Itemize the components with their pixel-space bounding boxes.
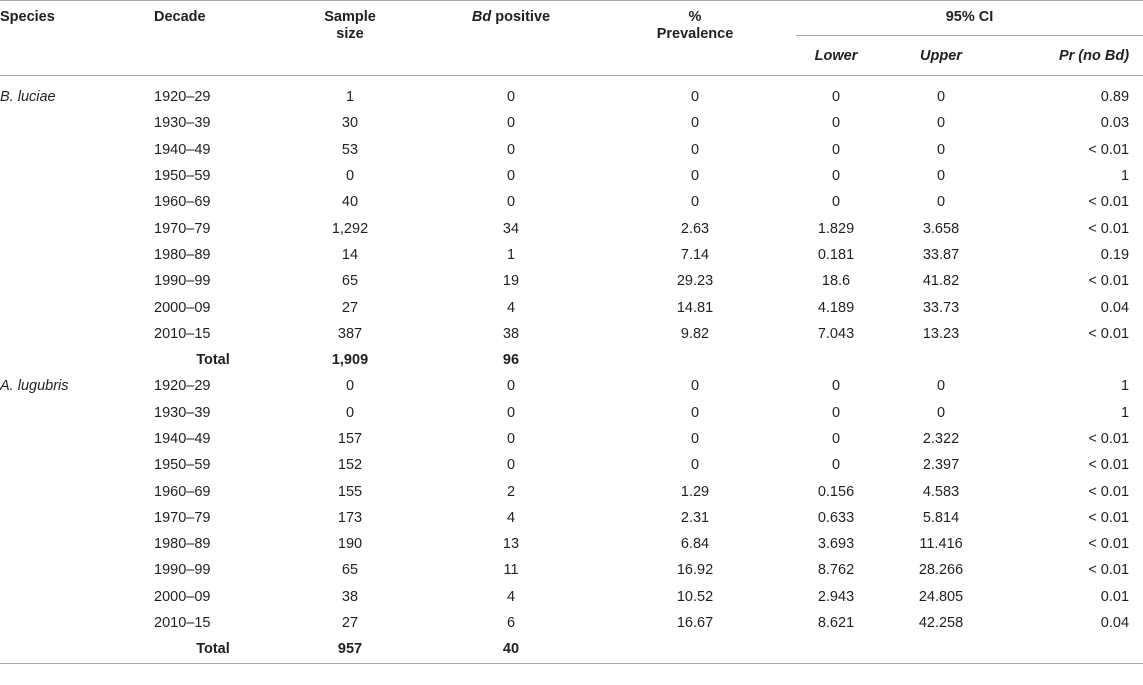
empty-cell (876, 636, 1006, 663)
pr-no-bd-cell: < 0.01 (1088, 194, 1130, 211)
species-cell-empty (0, 636, 154, 663)
header-bd-positive-bd: Bd (471, 9, 492, 25)
sample-size-cell: 38 (341, 588, 359, 605)
ci-upper-cell: 24.805 (918, 588, 964, 605)
table-row (0, 137, 1143, 163)
sample-size-cell: 1,292 (331, 220, 369, 237)
table-row (0, 242, 1143, 268)
ci-lower-cell: 8.762 (817, 562, 855, 579)
prevalence-cell: 2.31 (680, 509, 710, 526)
ci-lower-cell: 4.189 (817, 299, 855, 316)
bd-positive-cell: 0 (506, 168, 516, 185)
ci-upper-cell: 0 (936, 89, 946, 106)
ci-upper-cell: 4.583 (922, 483, 960, 500)
ci-lower-cell: 7.043 (817, 325, 855, 342)
table-row (0, 268, 1143, 294)
prevalence-cell: 9.82 (680, 325, 710, 342)
header-prevalence-line1: % (688, 9, 702, 25)
table-row (0, 610, 1143, 636)
total-bd-positive: 96 (502, 352, 520, 369)
bd-positive-cell: 4 (506, 509, 516, 526)
species-cell-empty (0, 610, 154, 636)
ci-upper-cell: 3.658 (922, 220, 960, 237)
species-cell-empty (0, 242, 154, 268)
table-row (0, 110, 1143, 136)
ci-lower-cell: 0 (831, 404, 841, 421)
sample-size-cell: 1 (345, 89, 355, 106)
species-cell-empty (0, 531, 154, 557)
pr-no-bd-cell: 0.19 (1100, 246, 1130, 263)
ci-lower-cell: 0.156 (817, 483, 855, 500)
pr-no-bd-cell: < 0.01 (1088, 536, 1130, 553)
ci-upper-cell: 0 (936, 115, 946, 132)
table-row (0, 400, 1143, 426)
table-row (0, 294, 1143, 320)
bd-positive-cell: 13 (502, 536, 520, 553)
prevalence-cell: 29.23 (676, 273, 714, 290)
prevalence-cell: 16.92 (676, 562, 714, 579)
total-row (0, 347, 1143, 373)
sample-size-cell: 387 (337, 325, 363, 342)
decade-cell: 1990–99 (154, 562, 211, 579)
prevalence-cell: 10.52 (676, 588, 714, 605)
ci-upper-cell: 0 (936, 404, 946, 421)
decade-cell: 1980–89 (154, 536, 211, 553)
prevalence-cell: 0 (690, 141, 700, 158)
prevalence-cell: 0 (690, 89, 700, 106)
table-row (0, 215, 1143, 241)
decade-cell: 1960–69 (154, 194, 211, 211)
table-row (0, 189, 1143, 215)
species-cell-empty (0, 478, 154, 504)
pr-no-bd-cell: < 0.01 (1088, 431, 1130, 447)
total-bd-positive: 40 (428, 636, 594, 663)
prevalence-cell: 0 (690, 457, 700, 474)
table-row (0, 557, 1143, 583)
pr-no-bd-cell: < 0.01 (1088, 457, 1130, 474)
species-cell-empty (0, 426, 154, 452)
ci-upper-cell: 13.23 (922, 325, 960, 342)
sample-size-cell: 157 (337, 431, 363, 447)
ci-lower-cell: 0 (831, 168, 841, 185)
species-cell-empty (0, 584, 154, 610)
bd-positive-cell: 38 (502, 325, 520, 342)
prevalence-cell: 0 (690, 115, 700, 132)
ci-lower-cell: 2.943 (817, 588, 855, 605)
pr-no-bd-cell: 0.89 (1100, 89, 1130, 106)
ci-upper-cell: 2.397 (922, 457, 960, 474)
bd-positive-cell: 6 (506, 615, 516, 632)
pr-no-bd-cell: 0.04 (1100, 615, 1130, 632)
ci-upper-cell: 33.87 (922, 246, 960, 263)
decade-cell: 1920–29 (154, 378, 211, 395)
decade-cell: 1950–59 (154, 457, 211, 474)
sample-size-cell: 155 (337, 483, 363, 500)
ci-lower-cell: 0 (831, 89, 841, 106)
header-lower: Lower (814, 48, 858, 64)
pr-no-bd-cell: 0.04 (1100, 299, 1130, 316)
species-cell-empty (0, 189, 154, 215)
pr-no-bd-cell: < 0.01 (1088, 273, 1130, 290)
header-pr-no-bd: Pr (no Bd) (1058, 48, 1130, 64)
species-cell: A. lugubris (0, 378, 69, 395)
sample-size-cell: 173 (337, 509, 363, 526)
decade-cell: 1960–69 (154, 483, 211, 500)
table-row (0, 505, 1143, 531)
ci-lower-cell: 0 (831, 457, 841, 474)
ci-upper-cell: 2.322 (922, 431, 960, 447)
ci-lower-cell: 0 (831, 378, 841, 395)
decade-cell: 1950–59 (154, 168, 211, 185)
decade-cell: 1930–39 (154, 115, 211, 132)
sample-size-cell: 40 (341, 194, 359, 211)
pr-no-bd-cell: < 0.01 (1088, 141, 1130, 158)
sample-size-cell: 65 (341, 562, 359, 579)
decade-cell: 1980–89 (154, 246, 211, 263)
decade-cell: 2000–09 (154, 588, 211, 605)
ci-upper-cell: 28.266 (918, 562, 964, 579)
ci-lower-cell: 0 (831, 431, 841, 447)
species-cell-empty (0, 505, 154, 531)
table-row (0, 373, 1143, 399)
species-cell-empty (0, 215, 154, 241)
ci-lower-cell: 0.633 (817, 509, 855, 526)
species-cell-empty (0, 321, 154, 347)
prevalence-cell: 0 (690, 378, 700, 395)
pr-no-bd-cell: 1 (1120, 404, 1130, 421)
pr-no-bd-cell: < 0.01 (1088, 562, 1130, 579)
sample-size-cell: 27 (341, 615, 359, 632)
decade-cell: 1940–49 (154, 141, 211, 158)
bd-positive-cell: 2 (506, 483, 516, 500)
ci-upper-cell: 11.416 (919, 536, 963, 553)
sample-size-cell: 152 (337, 457, 363, 474)
pr-no-bd-cell: 1 (1120, 168, 1130, 185)
species-cell-empty (0, 268, 154, 294)
table-row (0, 584, 1143, 610)
total-label: Total (196, 352, 230, 369)
empty-cell (876, 347, 1006, 373)
pr-no-bd-cell: < 0.01 (1088, 220, 1130, 237)
bd-positive-cell: 19 (502, 273, 520, 290)
table-body (0, 76, 1143, 664)
prevalence-cell: 16.67 (676, 615, 714, 632)
ci-lower-cell: 3.693 (817, 536, 855, 553)
species-cell: B. luciae (0, 89, 56, 106)
total-sample-size: 957 (272, 636, 428, 663)
bd-positive-cell: 11 (503, 562, 519, 579)
decade-cell: 1970–79 (154, 220, 211, 237)
header-prevalence (594, 1, 796, 76)
sample-size-cell: 65 (341, 273, 359, 290)
prevalence-cell: 0 (690, 431, 700, 447)
pr-no-bd-cell: < 0.01 (1088, 325, 1130, 342)
sample-size-cell: 30 (341, 115, 359, 132)
decade-cell: 1940–49 (154, 431, 211, 447)
prevalence-cell: 0 (690, 168, 700, 185)
ci-upper-cell: 33.73 (922, 299, 960, 316)
pr-no-bd-cell: < 0.01 (1088, 483, 1130, 500)
ci-upper-cell: 0 (936, 378, 946, 395)
empty-cell (1006, 347, 1143, 373)
species-cell-empty (0, 110, 154, 136)
header-sample-size-line2: size (336, 26, 364, 42)
total-row (0, 636, 1143, 663)
ci-lower-cell: 8.621 (817, 615, 855, 632)
bd-positive-cell: 1 (506, 246, 516, 263)
bd-positive-cell: 4 (506, 588, 516, 605)
sample-size-cell: 14 (341, 246, 359, 263)
prevalence-cell: 2.63 (680, 220, 710, 237)
prevalence-cell: 14.81 (676, 299, 714, 316)
table-row (0, 531, 1143, 557)
ci-lower-cell: 0 (831, 194, 841, 211)
empty-cell (796, 636, 876, 663)
prevalence-cell: 6.84 (680, 536, 710, 553)
prevalence-cell: 1.29 (680, 483, 710, 500)
species-cell-empty (0, 347, 154, 373)
species-cell-empty (0, 163, 154, 189)
bd-positive-cell: 4 (506, 299, 516, 316)
ci-upper-cell: 42.258 (918, 615, 964, 632)
decade-cell: 2010–15 (154, 615, 211, 632)
table-row (0, 426, 1143, 452)
header-sample-size-line1: Sample (324, 9, 376, 25)
decade-cell: 1930–39 (154, 404, 211, 421)
table-row (0, 163, 1143, 189)
species-cell-empty (0, 557, 154, 583)
sample-size-cell: 53 (341, 141, 359, 158)
prevalence-cell: 0 (690, 404, 700, 421)
header-decade: Decade (154, 9, 206, 25)
decade-cell: 1920–29 (154, 89, 211, 106)
sample-size-cell: 0 (345, 378, 355, 395)
empty-cell (796, 347, 876, 373)
header-species: Species (0, 9, 55, 25)
table-header (0, 1, 1143, 76)
pr-no-bd-cell: < 0.01 (1088, 509, 1130, 526)
table-row (0, 76, 1143, 111)
bd-positive-cell: 0 (506, 115, 516, 132)
total-label: Total (154, 636, 272, 663)
empty-cell (594, 636, 796, 663)
header-bd-positive (428, 1, 594, 76)
species-cell-empty (0, 452, 154, 478)
species-cell-empty (0, 400, 154, 426)
decade-cell: 1990–99 (154, 273, 211, 290)
ci-lower-cell: 0.181 (817, 246, 855, 263)
empty-cell (594, 347, 796, 373)
prevalence-cell: 7.14 (680, 246, 710, 263)
ci-upper-cell: 5.814 (922, 509, 960, 526)
sample-size-cell: 0 (345, 404, 355, 421)
ci-upper-cell: 0 (936, 168, 946, 185)
header-sample-size (272, 1, 428, 76)
ci-lower-cell: 18.6 (821, 273, 851, 290)
sample-size-cell: 0 (345, 168, 355, 185)
ci-upper-cell: 0 (936, 141, 946, 158)
species-cell-empty (0, 137, 154, 163)
bd-positive-cell: 0 (506, 194, 516, 211)
table-row (0, 478, 1143, 504)
bd-positive-cell: 0 (506, 378, 516, 395)
ci-lower-cell: 0 (831, 141, 841, 158)
header-bd-positive-rest: positive (491, 9, 551, 25)
empty-cell (1006, 636, 1143, 663)
species-cell-empty (0, 294, 154, 320)
bd-positive-cell: 0 (506, 89, 516, 106)
bd-positive-cell: 0 (506, 404, 516, 421)
ci-upper-cell: 0 (936, 194, 946, 211)
bd-positive-cell: 0 (506, 141, 516, 158)
table-row (0, 452, 1143, 478)
ci-upper-cell: 41.82 (922, 273, 960, 290)
prevalence-cell: 0 (690, 194, 700, 211)
header-prevalence-line2: Prevalence (656, 26, 734, 42)
ci-lower-cell: 0 (831, 115, 841, 132)
pr-no-bd-cell: 0.03 (1100, 115, 1130, 132)
ci-lower-cell: 1.829 (817, 220, 855, 237)
decade-cell: 1970–79 (154, 509, 211, 526)
header-ci: 95% CI (796, 1, 1143, 36)
pr-no-bd-cell: 0.01 (1100, 588, 1130, 605)
bd-positive-cell: 34 (502, 220, 520, 237)
table-row (0, 321, 1143, 347)
decade-cell: 2010–15 (154, 325, 211, 342)
bd-positive-cell: 0 (506, 431, 516, 447)
sample-size-cell: 27 (341, 299, 359, 316)
header-upper: Upper (920, 48, 962, 64)
sample-size-cell: 190 (337, 536, 363, 553)
total-sample-size: 1,909 (331, 352, 369, 369)
pr-no-bd-cell: 1 (1120, 378, 1130, 395)
bd-positive-cell: 0 (506, 457, 516, 474)
decade-cell: 2000–09 (154, 299, 211, 316)
